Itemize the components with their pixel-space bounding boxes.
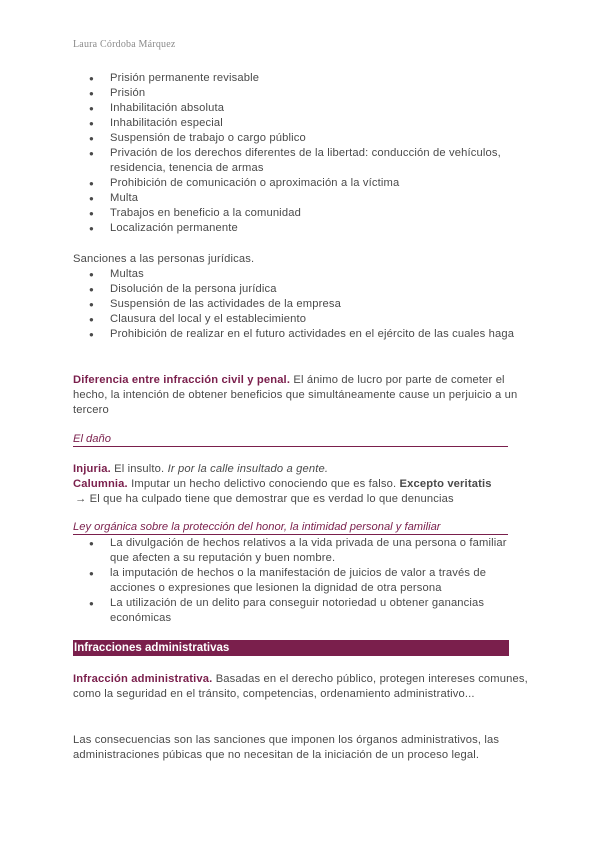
difference-term: Diferencia entre infracción civil y penal. [73, 374, 291, 386]
list-item: ● Localización permanente [73, 221, 528, 236]
list-item: ● Trabajos en beneficio a la comunidad [73, 206, 528, 221]
list-item: ● Prohibición de realizar en el futuro actividades en el ejército de las cuales haga [73, 327, 528, 342]
calumnia-term: Calumnia. [73, 478, 128, 490]
injuria-line [73, 462, 528, 477]
ley-list-block [73, 536, 518, 626]
list-item: ● Clausura del local y el establecimiento [73, 312, 528, 327]
section-heading-bar: Infracciones administrativas [73, 640, 509, 656]
penalties-list-block [73, 71, 528, 236]
consequences-text: Las consecuencias son las sanciones que imponen los órganos administrativos, las administraciones púbicas que no necesitan de la iniciación de un proceso legal. [73, 734, 500, 761]
injuria-example: Ir por la calle insultado a gente. [167, 463, 329, 475]
dano-heading: El daño [73, 432, 508, 447]
penalties-list [73, 71, 528, 236]
consequences-paragraph [73, 733, 528, 763]
difference-paragraph [73, 373, 528, 418]
injuria-text: El insulto. [110, 463, 168, 475]
calumnia-text: Imputar un hecho delictivo conociendo que es falso. [127, 478, 400, 490]
calumnia-note: → El que ha culpado tiene que demostrar que es verdad lo que denuncias [75, 493, 454, 505]
list-item: ● Prisión [73, 86, 528, 101]
legal-persons-list [73, 267, 528, 342]
list-item: ● la imputación de hechos o la manifestación de juicios de valor a través de acciones o expresiones que lesionen la dignidad de otra persona [73, 566, 518, 596]
calumnia-exception: Excepto veritatis [399, 478, 492, 490]
list-item: ● Inhabilitación especial [73, 116, 528, 131]
list-item: ● Prohibición de comunicación o aproximación a la víctima [73, 176, 528, 191]
ley-list [73, 536, 518, 626]
legal-persons-intro: Sanciones a las personas jurídicas. [73, 253, 255, 265]
list-item: ● Suspensión de trabajo o cargo público [73, 131, 528, 146]
author-header: Laura Córdoba Márquez [73, 39, 176, 50]
admin-paragraph [73, 672, 528, 702]
list-item: ● Multas [73, 267, 528, 282]
list-item: ● La divulgación de hechos relativos a la vida privada de una persona o familiar que afecten a su reputación y buen nombre. [73, 536, 518, 566]
list-item: ● Multa [73, 191, 528, 206]
admin-term: Infracción administrativa. [73, 673, 213, 685]
list-item: ● La utilización de un delito para conseguir notoriedad u obtener ganancias económicas [73, 596, 518, 626]
calumnia-line [73, 477, 528, 492]
ley-heading: Ley orgánica sobre la protección del honor, la intimidad personal y familiar [73, 520, 508, 535]
list-item: ● Privación de los derechos diferentes de la libertad: conducción de vehículos, residencia, tenencia de armas [73, 146, 528, 176]
list-item: ● Disolución de la persona jurídica [73, 282, 528, 297]
list-item: ● Inhabilitación absoluta [73, 101, 528, 116]
injuria-calumnia-block [73, 462, 528, 507]
list-item: ● Suspensión de las actividades de la empresa [73, 297, 528, 312]
list-item: ● Prisión permanente revisable [73, 71, 528, 86]
injuria-term: Injuria. [73, 463, 111, 475]
admin-text: Basadas en el derecho público, protegen intereses comunes, como la seguridad en el tránsito, competencias, ordenamiento administrativo... [73, 673, 528, 700]
legal-persons-block [73, 252, 528, 342]
difference-text: El ánimo de lucro por parte de cometer el hecho, la intención de obtener beneficios que simultáneamente cause un perjuicio a un tercero [73, 374, 518, 416]
